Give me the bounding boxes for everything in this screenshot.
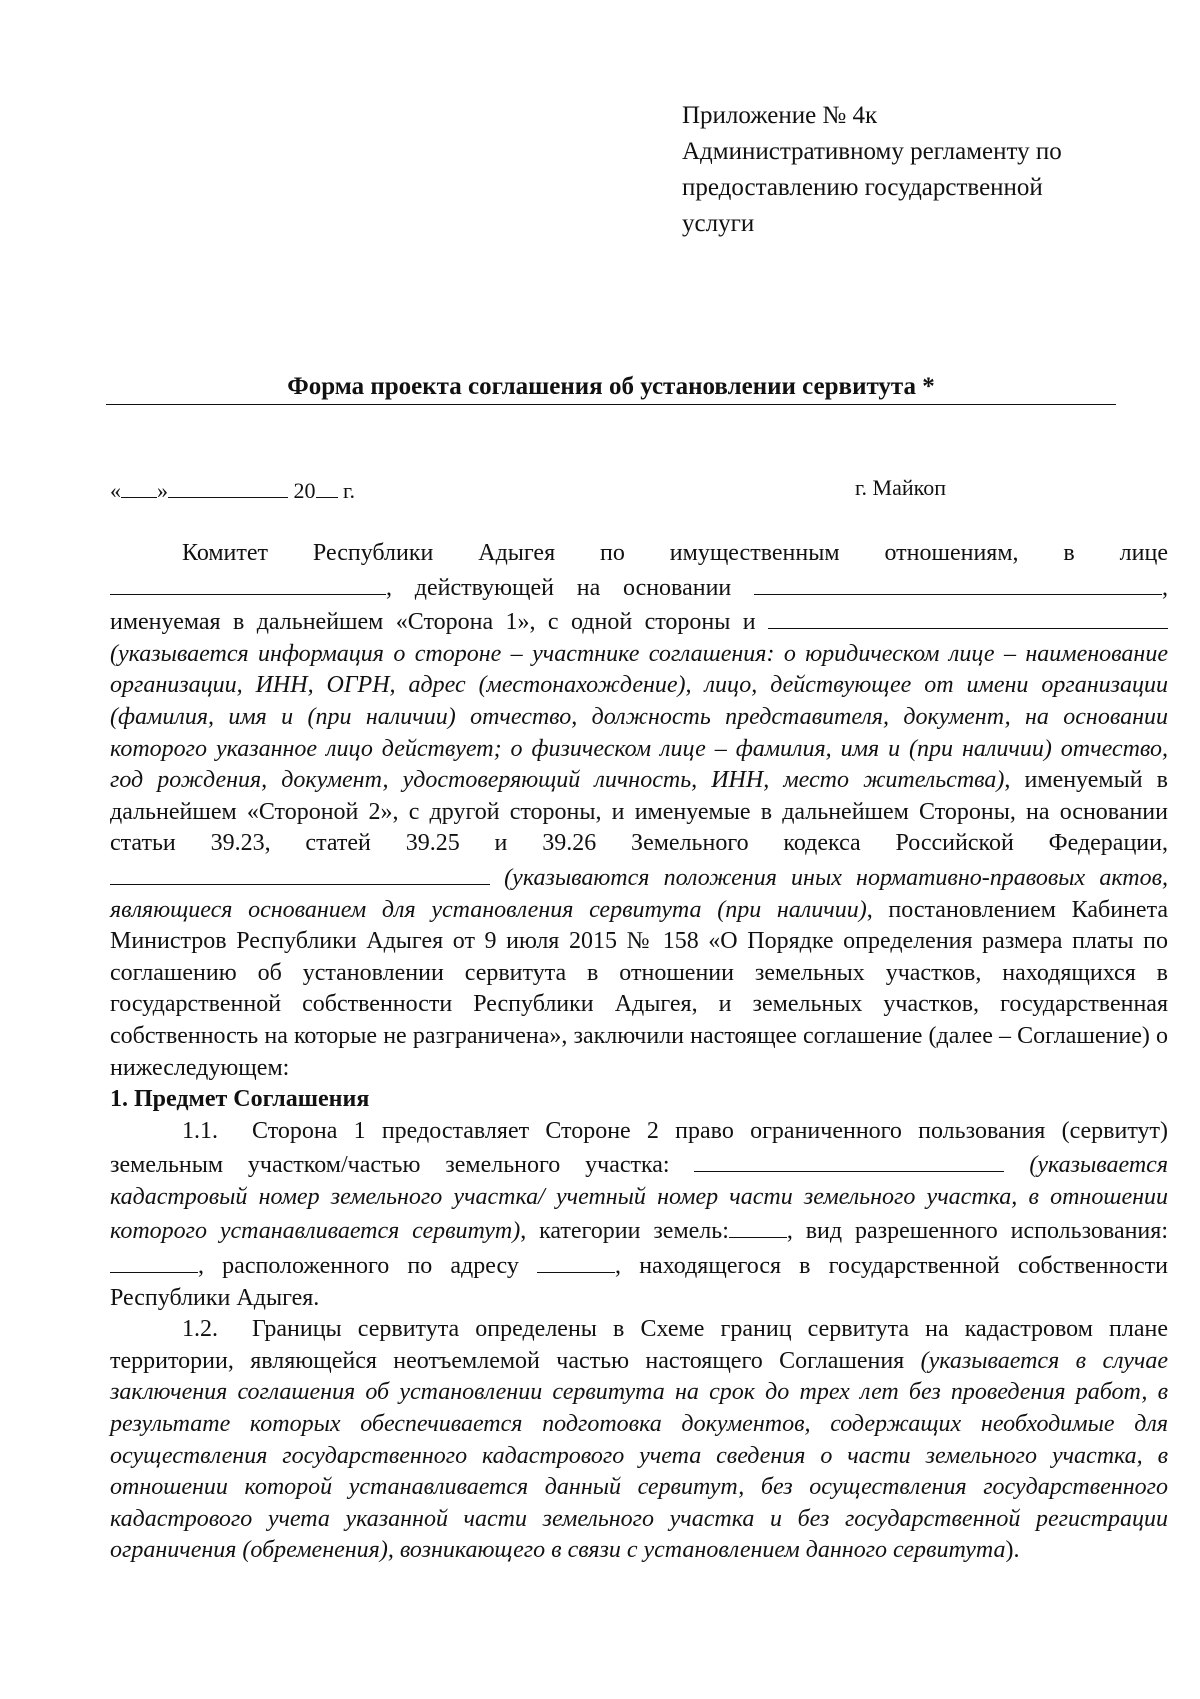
preamble-text-5: , именуемый в дальнейшем «Стороной 2», с другой стороны, и именуемые в дальнейшем Стороны, на основании статьи 39.23, статей 39.25 и 39.26 Земельного кодекса Российской Федерации,: [110, 767, 1168, 857]
appendix-line-1: Приложение № 4к: [682, 102, 878, 129]
land-category-blank: [729, 1213, 787, 1238]
clause-1-1-text-5: , расположенного по адресу: [198, 1253, 538, 1280]
party2-blank: [768, 604, 1168, 629]
day-blank: [121, 473, 157, 498]
permitted-use-blank: [110, 1248, 198, 1273]
preamble-text-3: , именуемая в дальнейшем «Сторона 1», с одной стороны и: [110, 574, 1168, 636]
appendix-line-2: Административному регламенту по: [682, 138, 1062, 165]
clause-1-1-text-6: , находящегося в государственной собственности Республики Адыгея.: [110, 1253, 1168, 1311]
clause-1-2-text-3: ).: [1005, 1537, 1020, 1564]
clause-1-2-number: 1.2.: [182, 1316, 218, 1343]
representative-blank: [110, 570, 386, 595]
appendix-line-3: предоставлению государственной: [682, 174, 1043, 201]
month-blank: [168, 473, 288, 498]
clause-1-2-text-1: Границы сервитута определены в Схеме границ сервитута на кадастровом плане территории, являющейся неотъемлемой частью настоящего Соглашения: [110, 1316, 1168, 1374]
year-suffix: г.: [337, 478, 356, 503]
party2-instructions: (указывается информация о стороне – участнике соглашения: о юридическом лице – наименование организации, ИНН, ОГРН, адрес (местонахождение), лицо, действующее от имени организации (фамилия, имя и (при наличии) отчество, должность представителя, документ, на основании которого указанное лицо действует; о физическом лице – фамилия, имя и (при наличии) отчество, год рождения, документ, удостоверяющий личность, ИНН, место жительства): [110, 640, 1168, 794]
clause-1-1: [110, 1116, 1168, 1315]
clause-1-1-text-3: , категории земель:: [520, 1218, 729, 1245]
regulations-blank: [110, 860, 490, 885]
section-1-heading: 1. Предмет Соглашения: [110, 1086, 370, 1113]
appendix-line-4: услуги: [682, 210, 755, 237]
date-open-quote: «: [110, 478, 121, 503]
year-blank: [316, 473, 338, 498]
city-label: г. Майкоп: [855, 475, 946, 500]
clause-1-1-text-1: Сторона 1 предоставляет Стороне 2 право ограниченного пользования (сервитут) земельным участком/частью земельного участка:: [110, 1117, 1168, 1179]
preamble-text-2: , действующей на основании: [386, 574, 754, 601]
year-prefix: 20: [293, 478, 316, 503]
clause-1-2: [110, 1314, 1168, 1567]
basis-blank: [754, 570, 1162, 595]
appendix-header: [682, 98, 1062, 242]
preamble-paragraph: [110, 538, 1168, 1084]
document-body: [110, 538, 1168, 1567]
document-title: Форма проекта соглашения об установлении сервитута *: [287, 373, 935, 400]
preamble-text-7: , постановлением Кабинета Министров Республики Адыгея от 9 июля 2015 № 158 «О Порядке определения размера платы по соглашению об установлении сервитута в отношении земельных участков, находящихся в государственной собственности Республики Адыгея, и земельных участков, государственная собственность на которые не разграничена», заключили настоящее соглашение (далее – Соглашение) о нижеследующем:: [110, 896, 1168, 1081]
address-blank: [537, 1248, 615, 1273]
regulations-instructions: (указываются положения иных нормативно-правовых актов, являющиеся основанием для установления сервитута (при наличии): [110, 864, 1168, 923]
title-underline: [106, 404, 1116, 405]
preamble-text-1: Комитет Республики Адыгея по имущественным отношениям, в лице: [182, 540, 1168, 566]
date-close-quote: »: [157, 478, 168, 503]
cadastral-number-blank: [694, 1147, 1004, 1172]
clause-1-1-number: 1.1.: [182, 1117, 218, 1144]
clause-1-1-text-4: , вид разрешенного использования:: [786, 1218, 1168, 1245]
date-line: [110, 473, 970, 506]
cadastral-instructions: (указывается кадастровый номер земельного участка/ учетный номер части земельного участка, в отношении которого устанавливается сервитут): [110, 1152, 1168, 1245]
clause-1-2-instructions: (указывается в случае заключения соглашения об установлении сервитута на срок до трех лет без проведения работ, в результате которых обеспечивается подготовка документов, содержащих необходимые для осуществления государственного кадастрового учета сведения о части земельного участка, в отношении которой устанавливается данный сервитут, без осуществления государственного кадастрового учета указанной части земельного участка и без государственной регистрации ограничения (обременения), возникающего в связи с установлением данного сервитута: [110, 1347, 1168, 1564]
